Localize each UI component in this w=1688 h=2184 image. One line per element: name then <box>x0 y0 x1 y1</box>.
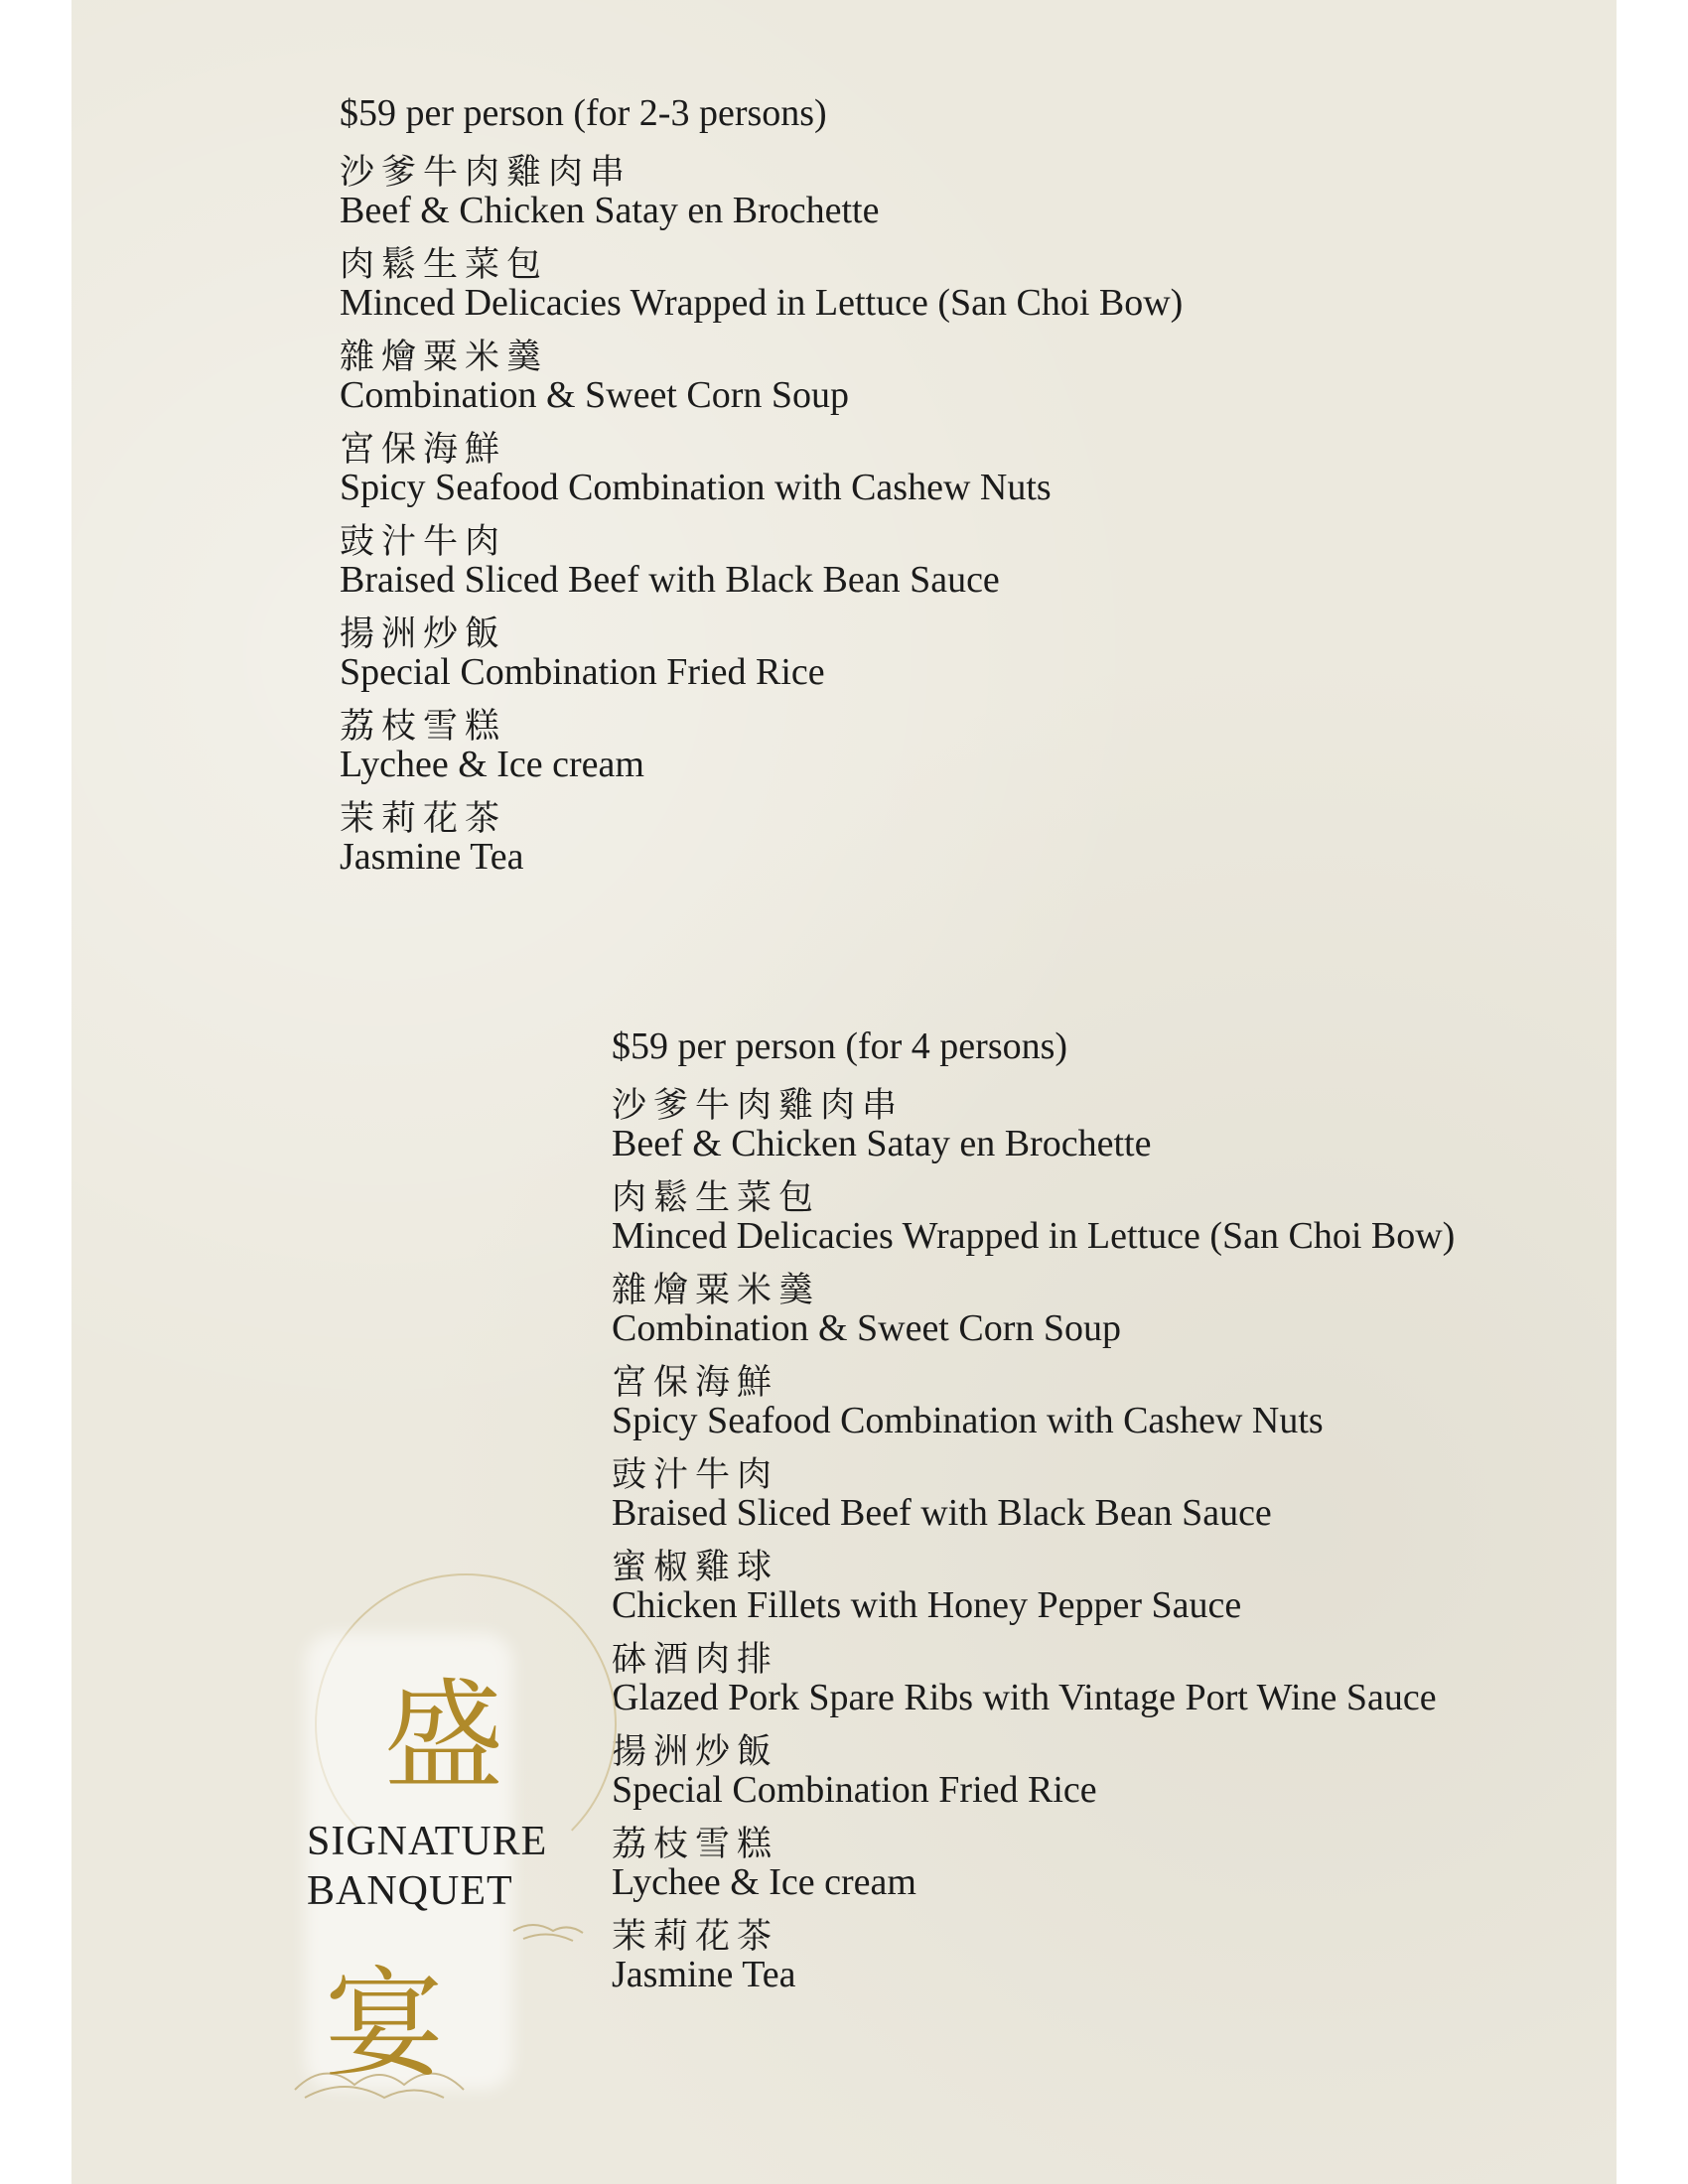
menu-item <box>612 1365 1455 1440</box>
dish-english-name: Braised Sliced Beef with Black Bean Sauce <box>612 1492 1272 1534</box>
dish-chinese-name: 宮保海鮮 <box>340 430 507 469</box>
emblem-title-line2: BANQUET <box>307 1868 513 1914</box>
dish-chinese-name: 沙爹牛肉雞肉串 <box>612 1086 905 1125</box>
dish-english-name: Special Combination Fried Rice <box>612 1769 1097 1811</box>
menu-price: $59 per person (for 2-3 persons) <box>340 92 827 134</box>
dish-chinese-name: 荔枝雪糕 <box>340 707 507 746</box>
menu-item <box>612 1180 1455 1256</box>
menu-item <box>340 709 1183 784</box>
dish-chinese-name: 茉莉花茶 <box>340 799 507 838</box>
menu-item <box>340 432 1183 507</box>
emblem-title <box>307 1817 547 1916</box>
menu-item <box>340 524 1183 600</box>
signature-banquet-emblem <box>285 1573 642 2119</box>
menu-item <box>340 616 1183 692</box>
emblem-title-line1: SIGNATURE <box>307 1819 548 1864</box>
dish-english-name: Chicken Fillets with Honey Pepper Sauce <box>612 1584 1242 1626</box>
dish-chinese-name: 揚洲炒飯 <box>612 1732 779 1771</box>
dish-english-name: Combination & Sweet Corn Soup <box>612 1307 1121 1349</box>
menu-price: $59 per person (for 4 persons) <box>612 1025 1068 1067</box>
dish-english-name: Minced Delicacies Wrapped in Lettuce (San Choi Bow) <box>612 1215 1456 1257</box>
menu-item <box>612 1457 1455 1533</box>
banquet-menu-2-3-persons <box>340 91 1183 893</box>
dish-chinese-name: 荔枝雪糕 <box>612 1825 779 1863</box>
banquet-menu-4-persons <box>612 1024 1455 2011</box>
dish-chinese-name: 肉鬆生菜包 <box>612 1178 821 1217</box>
dish-chinese-name: 豉汁牛肉 <box>612 1455 779 1494</box>
menu-item <box>340 801 1183 877</box>
dish-chinese-name: 砵酒肉排 <box>612 1640 779 1679</box>
menu-page <box>71 0 1617 2184</box>
dish-english-name: Glazed Pork Spare Ribs with Vintage Port Wine Sauce <box>612 1677 1437 1718</box>
menu-item <box>612 1734 1455 1810</box>
menu-item <box>340 247 1183 323</box>
dish-english-name: Minced Delicacies Wrapped in Lettuce (San Choi Bow) <box>340 282 1184 324</box>
dish-english-name: Spicy Seafood Combination with Cashew Nuts <box>612 1400 1324 1441</box>
menu-item <box>340 155 1183 230</box>
menu-item <box>612 1088 1455 1163</box>
dish-english-name: Braised Sliced Beef with Black Bean Sauce <box>340 559 1000 601</box>
dish-english-name: Jasmine Tea <box>340 836 524 878</box>
menu-item <box>612 1273 1455 1348</box>
dish-chinese-name: 沙爹牛肉雞肉串 <box>340 153 633 192</box>
dish-english-name: Beef & Chicken Satay en Brochette <box>612 1123 1152 1164</box>
dish-chinese-name: 揚洲炒飯 <box>340 614 507 653</box>
menu-item <box>612 1919 1455 1994</box>
dish-chinese-name: 雜燴粟米羹 <box>612 1271 821 1309</box>
dish-chinese-name: 宮保海鮮 <box>612 1363 779 1402</box>
dish-english-name: Lychee & Ice cream <box>340 744 644 785</box>
emblem-char-bottom: 宴 <box>325 1959 444 2091</box>
dish-english-name: Combination & Sweet Corn Soup <box>340 374 849 416</box>
dish-chinese-name: 蜜椒雞球 <box>612 1548 779 1586</box>
menu-item <box>612 1642 1455 1717</box>
dish-english-name: Beef & Chicken Satay en Brochette <box>340 190 880 231</box>
menu-item <box>340 340 1183 415</box>
menu-item <box>612 1827 1455 1902</box>
dish-english-name: Jasmine Tea <box>612 1954 796 1995</box>
dish-english-name: Spicy Seafood Combination with Cashew Nuts <box>340 467 1052 508</box>
menu-item <box>612 1550 1455 1625</box>
dish-chinese-name: 茉莉花茶 <box>612 1917 779 1956</box>
dish-english-name: Lychee & Ice cream <box>612 1861 916 1903</box>
dish-chinese-name: 雜燴粟米羹 <box>340 338 549 376</box>
emblem-char-top: 盛 <box>384 1671 503 1803</box>
dish-chinese-name: 肉鬆生菜包 <box>340 245 549 284</box>
dish-chinese-name: 豉汁牛肉 <box>340 522 507 561</box>
dish-english-name: Special Combination Fried Rice <box>340 651 825 693</box>
